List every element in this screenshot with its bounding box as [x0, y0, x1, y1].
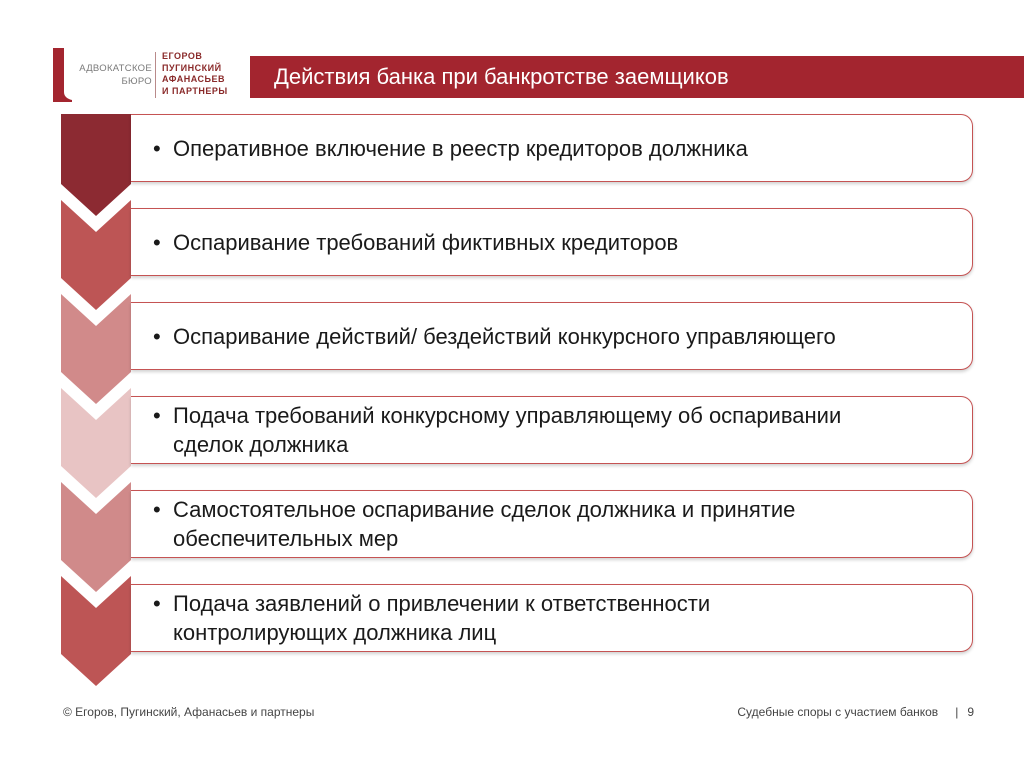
step-text	[173, 495, 795, 553]
step-box	[131, 396, 973, 464]
footer-info	[737, 705, 974, 719]
step-chevron	[61, 482, 131, 592]
step-line: обеспечительных мер	[173, 526, 399, 551]
bullet-icon: •	[153, 591, 161, 616]
step-item	[153, 322, 836, 351]
step-item	[153, 134, 748, 163]
footer-separator: |	[955, 705, 959, 719]
logo-line: И ПАРТНЕРЫ	[162, 85, 228, 96]
step-item	[153, 401, 841, 459]
step-line: контролирующих должника лиц	[173, 620, 497, 645]
logo-line: АДВОКАТСКОЕ	[79, 63, 152, 74]
logo-text-bureau	[78, 62, 152, 88]
bullet-icon: •	[153, 229, 161, 255]
step-text	[173, 401, 841, 459]
step-item	[153, 228, 678, 257]
title-bar	[250, 56, 1024, 98]
step-box	[131, 208, 973, 276]
footer-copyright: © Егоров, Пугинский, Афанасьев и партнеры	[63, 705, 315, 719]
logo-line: АФАНАСЬЕВ	[162, 74, 225, 84]
step-box	[131, 584, 973, 652]
firm-logo-icon	[50, 46, 76, 104]
step-item	[153, 589, 710, 647]
step-line: Оспаривание действий/ бездействий конкурсного управляющего	[173, 323, 836, 349]
page-number: 9	[967, 705, 974, 719]
step-chevron	[61, 294, 131, 404]
step-line: Подача заявлений о привлечении к ответственности	[173, 591, 711, 616]
logo-line: ПУГИНСКИЙ	[162, 62, 222, 73]
step-box	[131, 490, 973, 558]
slide-title: Действия банка при банкротстве заемщиков	[274, 64, 729, 89]
step-chevron	[61, 576, 131, 686]
step-text	[173, 228, 678, 257]
step-line: Оспаривание требований фиктивных кредиторов	[173, 229, 679, 255]
bullet-icon: •	[153, 497, 161, 522]
step-line: Оперативное включение в реестр кредиторов должника	[173, 135, 748, 161]
logo-text-partners	[162, 51, 252, 97]
slide-header	[0, 0, 1024, 110]
step-chevron	[61, 200, 131, 310]
step-text	[173, 589, 710, 647]
logo-line: БЮРО	[121, 76, 152, 87]
logo-divider	[155, 52, 156, 98]
bullet-icon: •	[153, 403, 161, 428]
step-line: Подача требований конкурсному управляющему об оспаривании	[173, 403, 842, 428]
bullet-icon: •	[153, 135, 161, 161]
step-line: Самостоятельное оспаривание сделок должника и принятие	[173, 497, 796, 522]
step-text	[173, 134, 748, 163]
step-text	[173, 322, 836, 351]
logo-line: ЕГОРОВ	[162, 51, 203, 61]
step-chevron	[61, 114, 131, 216]
footer-section: Судебные споры с участием банков	[737, 705, 939, 719]
bullet-icon: •	[153, 323, 161, 349]
step-item	[153, 495, 795, 553]
step-box	[131, 114, 973, 182]
step-line: сделок должника	[173, 432, 349, 457]
step-chevron	[61, 388, 131, 498]
step-box	[131, 302, 973, 370]
